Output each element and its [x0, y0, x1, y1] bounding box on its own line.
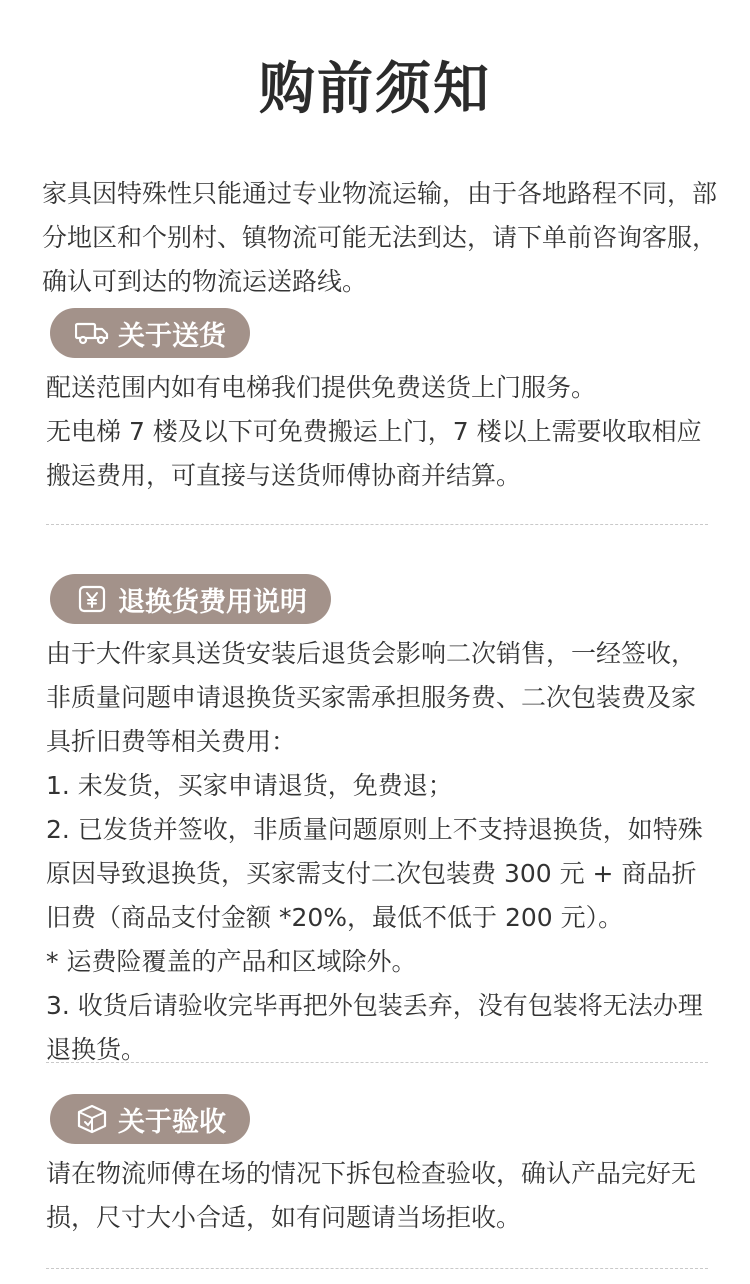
section-delivery-line-1: 配送范围内如有电梯我们提供免费送货上门服务。: [46, 373, 597, 402]
intro-text: 家具因特殊性只能通过专业物流运输，由于各地路程不同，部分地区和个别村、镇物流可能无法到达，请下单前咨询客服，确认可到达的物流运送路线。: [42, 179, 718, 296]
section-returns-line-2: 1. 未发货，买家申请退货，免费退；: [46, 771, 453, 800]
section-returns-heading-text: 退换货费用说明: [118, 586, 307, 618]
intro-paragraph: [42, 172, 722, 304]
page-title: 购前须知: [259, 57, 491, 122]
section-returns-heading: [50, 574, 331, 624]
section-delivery-heading: [50, 308, 250, 358]
section-inspection-line-1: 请在物流师傅在场的情况下拆包检查验收，确认产品完好无损，尺寸大小合适，如有问题请当场拒收。: [46, 1159, 697, 1232]
divider: [46, 1268, 708, 1269]
package-check-icon: [74, 1104, 110, 1134]
section-returns-line-4: * 运费险覆盖的产品和区域除外。: [46, 947, 417, 976]
yen-return-icon: [74, 584, 110, 614]
section-inspection-heading-text: 关于验收: [118, 1106, 226, 1138]
section-returns-body: [46, 632, 716, 1072]
section-inspection-heading: [50, 1094, 250, 1144]
section-returns-line-1: 由于大件家具送货安装后退货会影响二次销售，一经签收，非质量问题申请退换货买家需承担服务费、二次包装费及家具折旧费等相关费用：: [46, 639, 697, 756]
section-returns-line-5: 3. 收货后请验收完毕再把外包装丢弃，没有包装将无法办理退换货。: [46, 991, 703, 1064]
section-delivery-body: [46, 366, 716, 498]
section-returns-line-3: 2. 已发货并签收，非质量问题原则上不支持退换货，如特殊原因导致退换货，买家需支付二次包装费 300 元 + 商品折旧费（商品支付金额 *20%，最低不低于 200 元）。: [46, 815, 703, 932]
section-inspection-body: [46, 1152, 716, 1240]
truck-icon: [74, 318, 110, 348]
section-delivery-line-2: 无电梯 7 楼及以下可免费搬运上门，7 楼以上需要收取相应搬运费用，可直接与送货师傅协商并结算。: [46, 417, 702, 490]
divider: [46, 524, 708, 525]
divider: [46, 1062, 708, 1063]
section-delivery-heading-text: 关于送货: [118, 320, 226, 352]
